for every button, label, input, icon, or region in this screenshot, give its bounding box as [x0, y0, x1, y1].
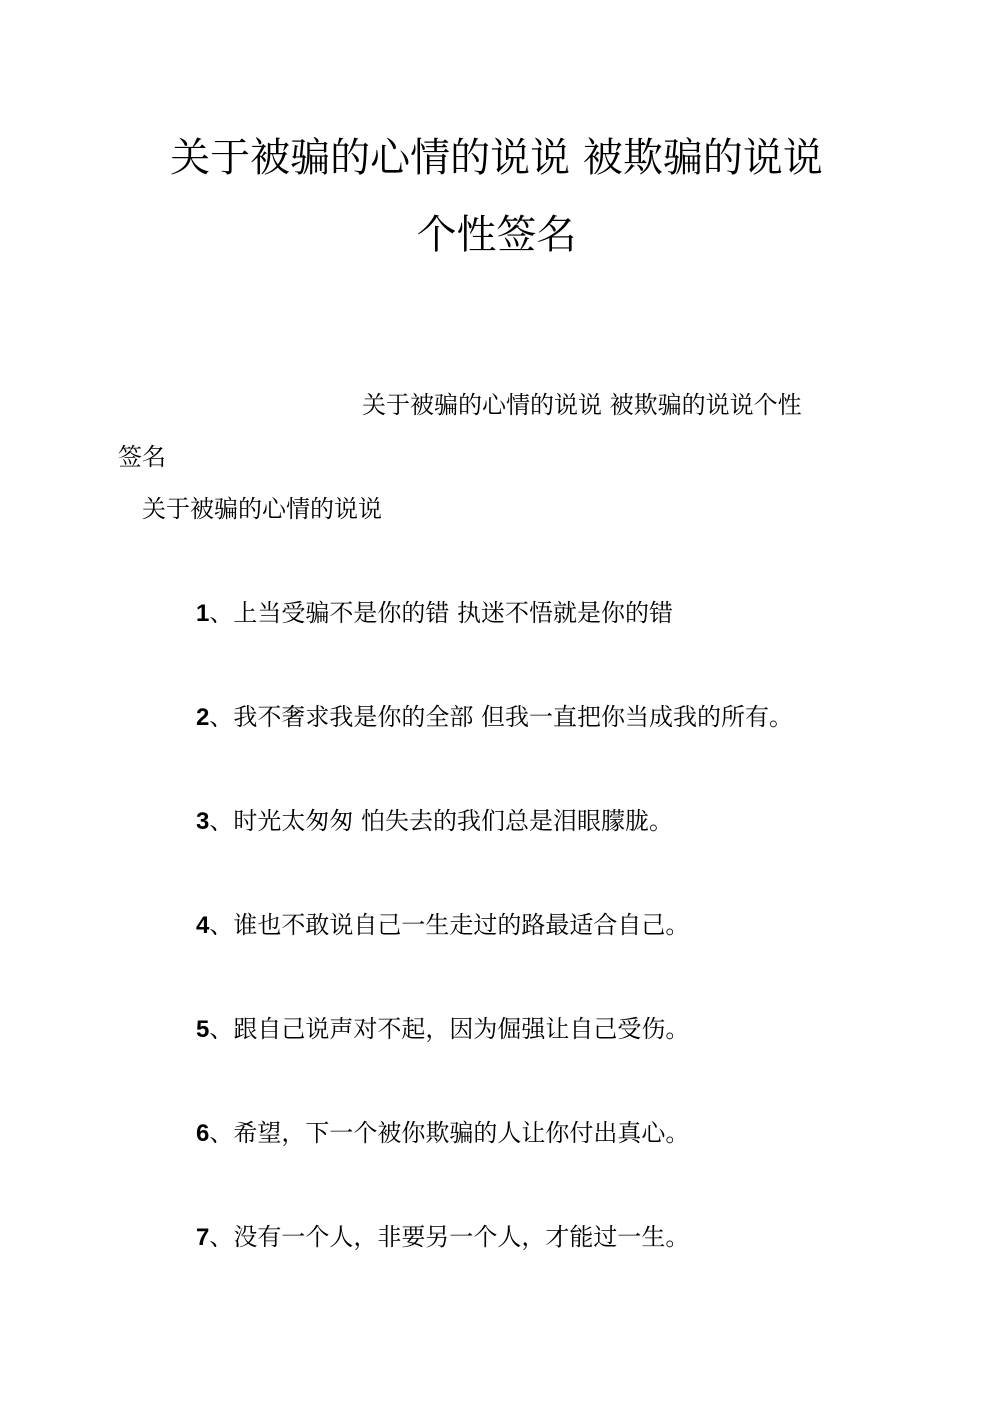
subheading-line-2: 签名	[118, 443, 166, 471]
list-item-number: 3	[196, 808, 210, 835]
list-item	[196, 1014, 689, 1045]
list-item-number: 2	[196, 704, 210, 731]
page-title-line-2: 个性签名	[416, 212, 577, 258]
list-item	[196, 910, 689, 941]
page-title-line-1: 关于被骗的心情的说说 被欺骗的说说	[170, 135, 823, 181]
list-item-text: 、上当受骗不是你的错 执迷不悟就是你的错	[209, 599, 673, 627]
list-item-text: 、希望，下一个被你欺骗的人让你付出真心。	[209, 1119, 690, 1147]
list-item-text: 、没有一个人，非要另一个人，才能过一生。	[209, 1223, 690, 1251]
list-item-number: 5	[196, 1016, 210, 1043]
list-item	[196, 598, 673, 629]
list-item	[196, 1222, 689, 1253]
subheading-line-1: 关于被骗的心情的说说 被欺骗的说说个性	[362, 391, 802, 419]
list-item	[196, 702, 793, 733]
list-item-number: 4	[196, 912, 210, 939]
list-item-text: 、谁也不敢说自己一生走过的路最适合自己。	[209, 911, 690, 939]
section-title: 关于被骗的心情的说说	[142, 495, 382, 523]
list-item-text: 、我不奢求我是你的全部 但我一直把你当成我的所有。	[209, 703, 793, 731]
list-item	[196, 1118, 689, 1149]
list-item-text: 、跟自己说声对不起，因为倔强让自己受伤。	[209, 1015, 690, 1043]
list-item	[196, 806, 673, 837]
list-item-number: 1	[196, 600, 210, 627]
list-item-text: 、时光太匆匆 怕失去的我们总是泪眼朦胧。	[209, 807, 673, 835]
list-item-number: 6	[196, 1120, 210, 1147]
list-item-number: 7	[196, 1224, 210, 1251]
